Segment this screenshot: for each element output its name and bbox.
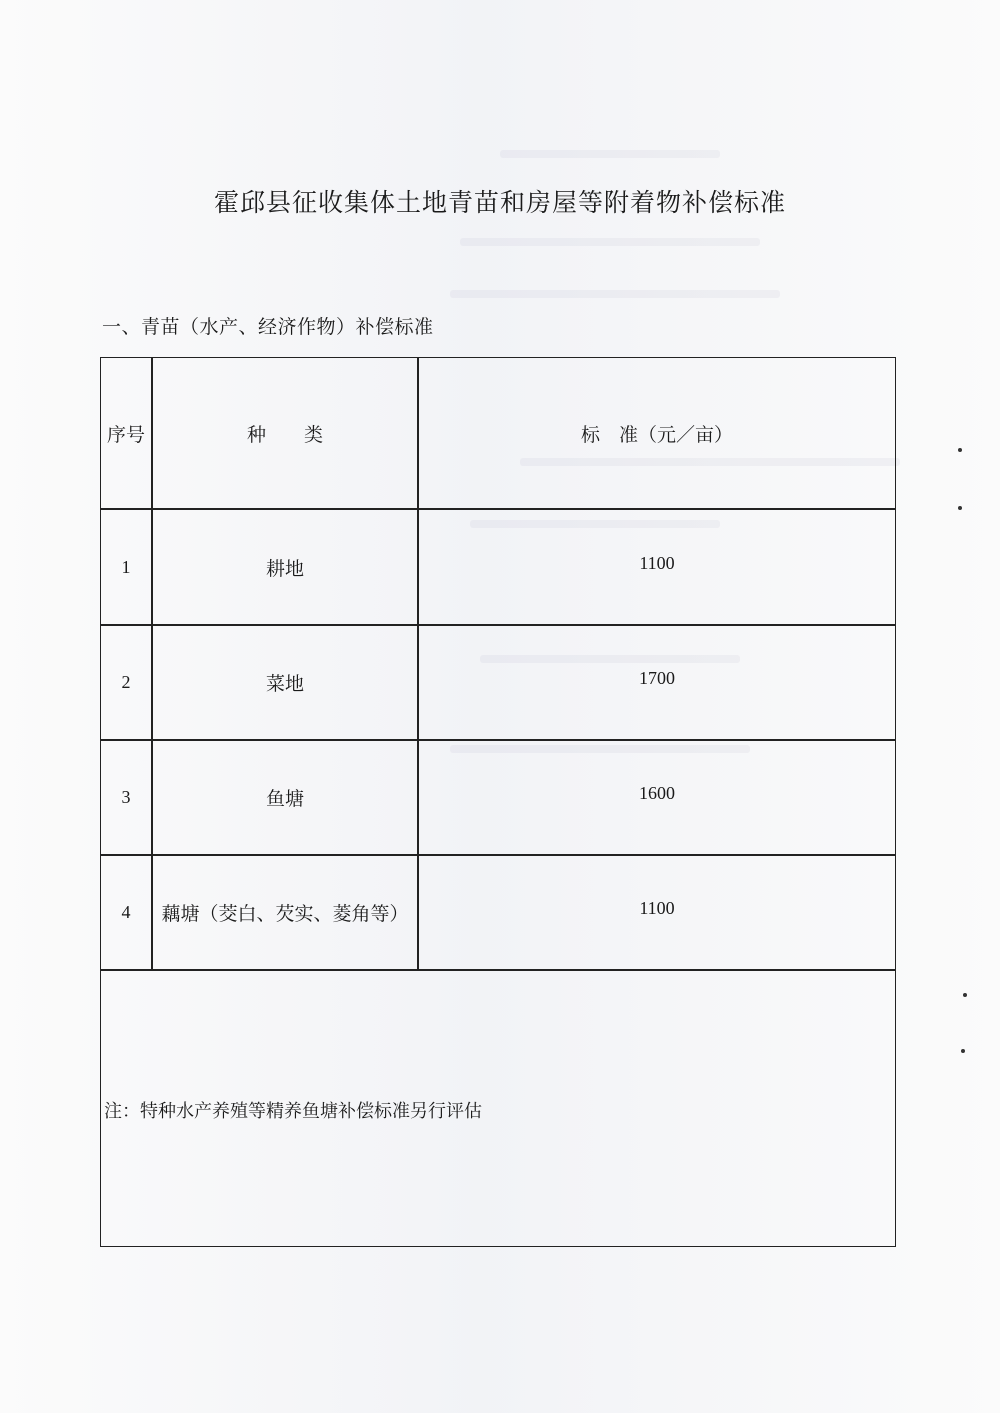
row-4-category: 藕塘（茭白、芡实、菱角等） — [161, 903, 409, 925]
header-standard: 标 准（元／亩） — [580, 423, 733, 446]
row-divider — [101, 969, 895, 971]
scan-speck — [963, 993, 967, 997]
row-2-index: 2 — [121, 672, 131, 692]
section-heading: 一、青苗（水产、经济作物）补偿标准 — [102, 316, 434, 338]
row-3-category: 鱼塘 — [265, 788, 304, 810]
header-index: 序号 — [106, 423, 145, 446]
header-category: 种 类 — [246, 423, 323, 446]
row-1-index: 1 — [121, 556, 131, 577]
row-2-standard: 1700 — [639, 668, 675, 688]
scan-speck — [958, 448, 962, 452]
row-1-category: 耕地 — [265, 557, 304, 580]
scan-speck — [961, 1049, 965, 1053]
document-title: 霍邱县征收集体土地青苗和房屋等附着物补偿标准 — [213, 188, 786, 217]
row-3-standard: 1600 — [639, 783, 675, 803]
row-4-standard: 1100 — [639, 898, 675, 918]
row-4-index: 4 — [121, 902, 131, 922]
bleed-through-mark — [460, 238, 760, 246]
row-3-index: 3 — [121, 787, 131, 807]
table-note: 注：特种水产养殖等精养鱼塘补偿标准另行评估 — [104, 1101, 482, 1122]
row-1-standard: 1100 — [639, 552, 675, 573]
scan-speck — [958, 506, 962, 510]
bleed-through-mark — [450, 290, 780, 298]
bleed-through-mark — [500, 150, 720, 158]
row-2-category: 菜地 — [265, 673, 304, 695]
